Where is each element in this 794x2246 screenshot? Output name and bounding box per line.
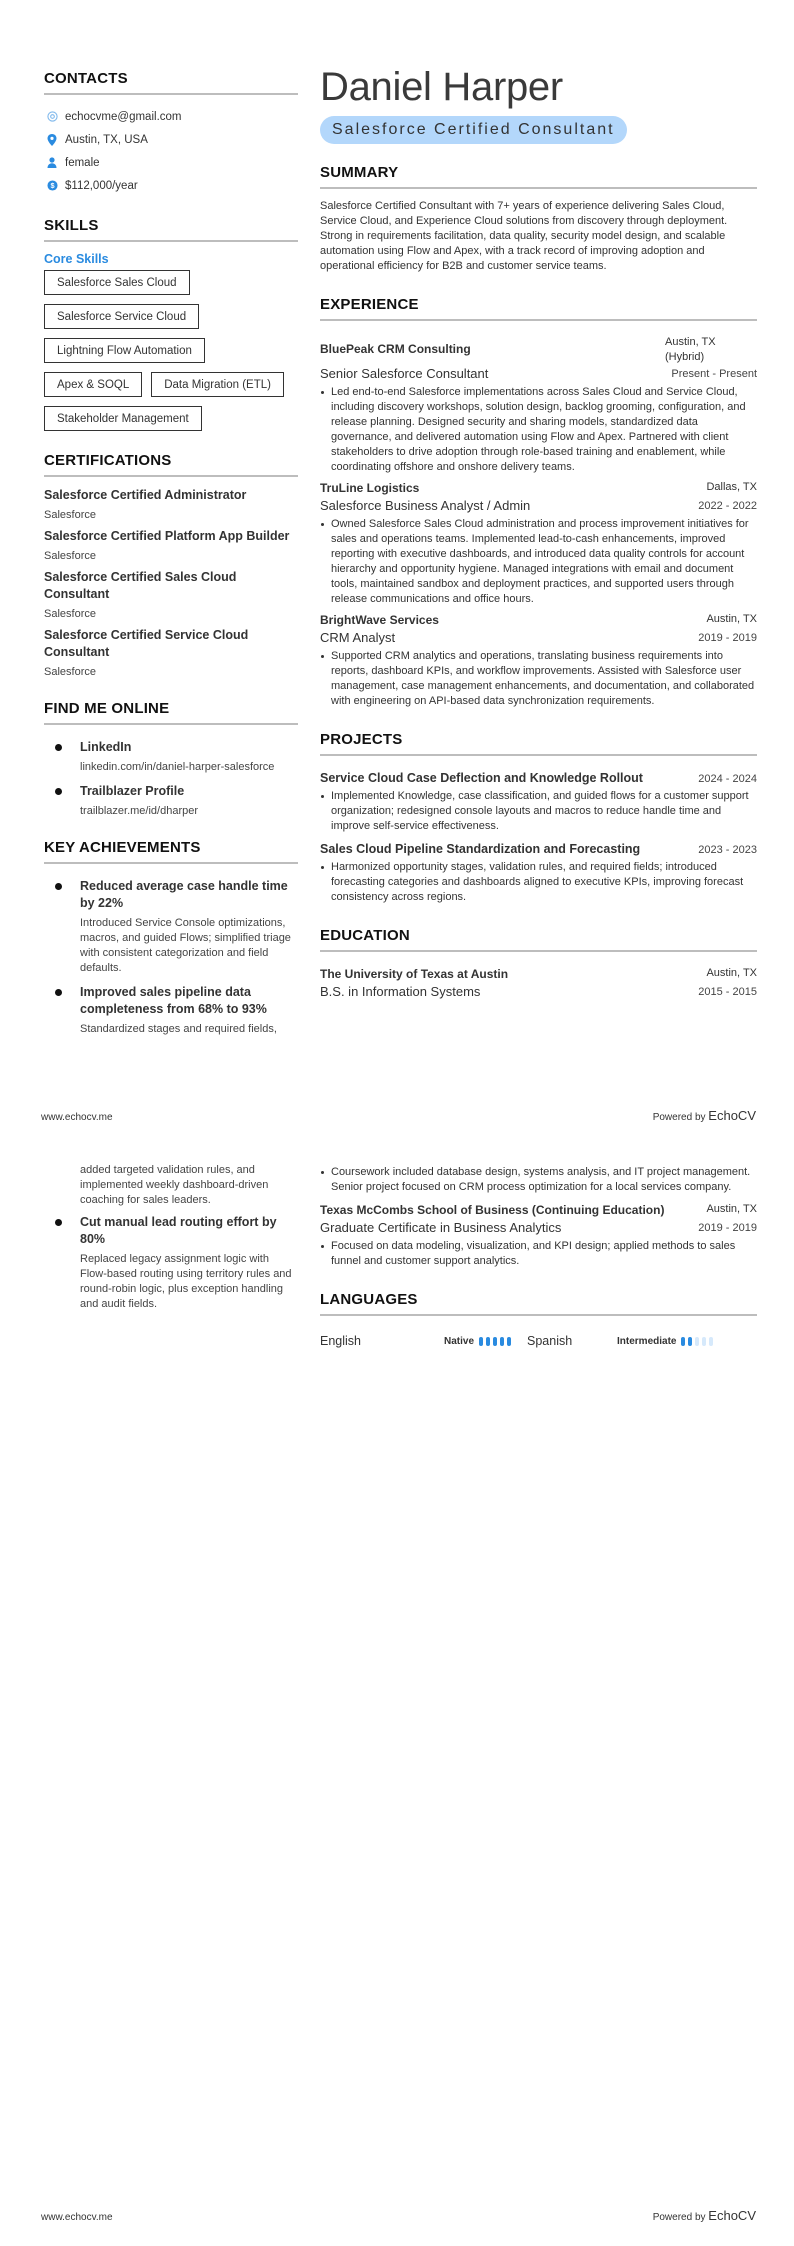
project-title: Sales Cloud Pipeline Standardization and Forecasting [320, 842, 641, 856]
education-dates: 2015 - 2015 [698, 986, 757, 998]
contacts-section [44, 70, 298, 197]
proficiency-dot-filled [507, 1337, 511, 1346]
svg-text:$: $ [49, 180, 55, 190]
cert-name: Salesforce Certified Administrator [44, 488, 247, 502]
dollar-coin-icon [46, 180, 58, 192]
footer-powered [653, 1108, 756, 1123]
project-item [320, 841, 757, 905]
achievement-desc: added targeted validation rules, and implemented weekly dashboard-driven coaching for sales leaders. [80, 1164, 269, 1206]
achievement-title: Improved sales pipeline data completeness from 68% to 93% [80, 985, 267, 1016]
cert-item [44, 528, 298, 564]
achievement-title: Reduced average case handle time by 22% [80, 879, 288, 910]
cert-item [44, 487, 298, 523]
job-location: Dallas, TX [706, 481, 757, 493]
cert-org: Salesforce [44, 666, 96, 678]
skill-tag: Salesforce Service Cloud [44, 304, 199, 329]
achievement-item [44, 984, 298, 1037]
job-dates: 2022 - 2022 [698, 500, 757, 512]
key-achievements-section [44, 839, 298, 1037]
proficiency-dot-empty [709, 1337, 713, 1346]
projects-section [320, 731, 757, 905]
contact-salary [44, 174, 298, 197]
project-title: Service Cloud Case Deflection and Knowledge Rollout [320, 771, 643, 785]
section-title: SKILLS [44, 217, 298, 242]
skill-tag: Stakeholder Management [44, 406, 202, 431]
skill-tag: Lightning Flow Automation [44, 338, 205, 363]
online-link-linkedin[interactable] [44, 739, 298, 775]
achievement-title: Cut manual lead routing effort by 80% [80, 1215, 277, 1246]
proficiency-dot-filled [479, 1337, 483, 1346]
title-badge: Salesforce Certified Consultant [320, 116, 627, 144]
skills-section [44, 217, 298, 431]
section-title: CERTIFICATIONS [44, 452, 298, 477]
language-level: Native [444, 1335, 475, 1347]
language-level: Intermediate [617, 1335, 677, 1347]
proficiency-dot-filled [493, 1337, 497, 1346]
language-name: Spanish [527, 1334, 573, 1348]
cert-item [44, 569, 298, 622]
summary-section [320, 164, 757, 274]
proficiency-dot-filled [500, 1337, 504, 1346]
link-url[interactable]: linkedin.com/in/daniel-harper-salesforce [80, 761, 275, 773]
education-bullets [320, 1239, 757, 1269]
project-bullet: Harmonized opportunity stages, validation rules, and required fields; introduced forecasting categories and dashboards aligned to executive KPIs, improving forecast consistency across regions. [320, 860, 757, 905]
contact-value: $112,000/year [65, 179, 138, 192]
cert-item [44, 627, 298, 680]
experience-item [320, 335, 757, 475]
section-title: LANGUAGES [320, 1291, 757, 1316]
degree: Graduate Certificate in Business Analytics [320, 1220, 562, 1235]
job-bullet: Supported CRM analytics and operations, translating business requirements into reports, dashboard KPIs, and workflow improvements. Assisted with Salesforce user management, case management enhancements, and documentation, and collaborated with engineering on API-based data synchronization requirements. [320, 649, 757, 709]
cert-name: Salesforce Certified Service Cloud Consultant [44, 628, 249, 659]
contact-value: Austin, TX, USA [65, 133, 148, 146]
skills-subtitle: Core Skills [44, 252, 109, 266]
contact-email[interactable] [44, 105, 298, 128]
company-name: TruLine Logistics [320, 481, 420, 495]
cert-org: Salesforce [44, 608, 96, 620]
company-name: BluePeak CRM Consulting [320, 342, 471, 356]
cert-name: Salesforce Certified Sales Cloud Consultant [44, 570, 237, 601]
skill-tag: Salesforce Sales Cloud [44, 270, 190, 295]
job-location: Austin, TX (Hybrid) [665, 336, 716, 363]
find-me-online-section [44, 700, 298, 819]
main-content-continued [320, 1163, 757, 1348]
education-bullets [320, 1165, 757, 1195]
page-footer [41, 1108, 756, 1123]
achievement-desc: Standardized stages and required fields, [80, 1023, 277, 1035]
at-icon [46, 111, 58, 123]
education-bullet: Coursework included database design, systems analysis, and IT project management. Senior project focused on CRM process optimization for a local services company. [320, 1165, 757, 1195]
education-item [320, 1202, 757, 1269]
school-location: Austin, TX [706, 967, 757, 979]
brand-name: EchoCV [708, 1108, 756, 1123]
skill-tag: Apex & SOQL [44, 372, 142, 397]
cert-org: Salesforce [44, 550, 96, 562]
sidebar-continued [44, 1163, 298, 1320]
achievement-desc: Replaced legacy assignment logic with Flow-based routing using territory rules and round-robin logic, plus exception handling and audit fields. [80, 1253, 292, 1310]
language-proficiency-meter [681, 1337, 713, 1346]
languages-section [320, 1291, 757, 1348]
link-label: LinkedIn [80, 740, 132, 754]
resume-page-2 [0, 1123, 794, 2246]
language-proficiency-meter [479, 1337, 511, 1346]
school-location: Austin, TX [706, 1203, 757, 1215]
page-footer [41, 2208, 756, 2223]
footer-powered [653, 2208, 756, 2223]
project-bullets [320, 860, 757, 905]
skill-tag: Data Migration (ETL) [151, 372, 284, 397]
footer-website[interactable]: www.echocv.me [41, 2212, 113, 2223]
cert-org: Salesforce [44, 509, 96, 521]
job-bullets [320, 385, 757, 475]
certifications-section [44, 452, 298, 680]
skill-tag-row [44, 372, 284, 397]
job-bullets [320, 517, 757, 607]
project-item [320, 770, 757, 834]
footer-website[interactable]: www.echocv.me [41, 1112, 113, 1123]
proficiency-dot-filled [681, 1337, 685, 1346]
link-url[interactable]: trailblazer.me/id/dharper [80, 805, 199, 817]
job-bullet: Led end-to-end Salesforce implementations across Sales Cloud and Service Cloud, including discovery workshops, solution design, backlog grooming, configuration, and release planning. Designed security and sharing models, standardized data governance, and delivered automation using Flow and Apex. Partnered with client stakeholders to drive adoption through role-based training and enablement, while coordinating offshore and onshore delivery teams. [320, 385, 757, 475]
contact-gender [44, 151, 298, 174]
proficiency-dot-empty [695, 1337, 699, 1346]
project-bullet: Implemented Knowledge, case classification, and guided flows for a customer support organization; redesigned console layouts and macros to reduce handle time and improve self-service effectiveness. [320, 789, 757, 834]
proficiency-dot-filled [688, 1337, 692, 1346]
degree: B.S. in Information Systems [320, 984, 481, 999]
achievement-item [44, 878, 298, 976]
link-label: Trailblazer Profile [80, 784, 185, 798]
contact-location [44, 128, 298, 151]
job-role: CRM Analyst [320, 630, 396, 645]
education-bullet: Focused on data modeling, visualization, and KPI design; applied methods to sales funnel and customer support analytics. [320, 1239, 757, 1269]
achievement-desc: Introduced Service Console optimizations, macros, and guided Flows; simplified triage with consistent categorization and field defaults. [80, 917, 291, 974]
bullet-dot-icon [55, 1219, 62, 1226]
company-name: BrightWave Services [320, 613, 439, 627]
cert-name: Salesforce Certified Platform App Builder [44, 529, 290, 543]
online-link-trailblazer[interactable] [44, 783, 298, 819]
section-title: PROJECTS [320, 731, 757, 756]
proficiency-dot-empty [702, 1337, 706, 1346]
job-location: Austin, TX [706, 613, 757, 625]
language-name: English [320, 1334, 361, 1348]
section-title: EXPERIENCE [320, 296, 757, 321]
bullet-dot-icon [55, 883, 62, 890]
project-bullets [320, 789, 757, 834]
school-name: Texas McCombs School of Business (Continuing Education) [320, 1203, 665, 1217]
section-title: EDUCATION [320, 927, 757, 952]
education-item [320, 966, 757, 1001]
job-role: Salesforce Business Analyst / Admin [320, 498, 531, 513]
school-name: The University of Texas at Austin [320, 967, 509, 981]
experience-item [320, 480, 757, 607]
education-dates: 2019 - 2019 [698, 1222, 757, 1234]
bullet-dot-icon [55, 989, 62, 996]
contact-value: female [65, 156, 100, 169]
section-title: SUMMARY [320, 164, 757, 189]
bullet-dot-icon [55, 788, 62, 795]
candidate-name: Daniel Harper [320, 65, 563, 109]
section-title: CONTACTS [44, 70, 298, 95]
summary-text: Salesforce Certified Consultant with 7+ years of experience delivering Sales Cloud, Service Cloud, and Experience Cloud solutions from discovery through deployment. Strong in requirements facilitation, data quality, security model design, and scalable automation using Flow and Apex, with a track record of improving adoption and operational efficiency for B2B and customer service teams. [320, 200, 728, 272]
education-section [320, 927, 757, 1001]
languages-row [320, 1334, 757, 1348]
skill-tags [44, 270, 298, 431]
section-title: FIND ME ONLINE [44, 700, 298, 725]
powered-by-label: Powered by [652, 1112, 706, 1123]
job-role: Senior Salesforce Consultant [320, 366, 489, 381]
experience-item [320, 612, 757, 709]
job-bullets [320, 649, 757, 709]
location-pin-icon [46, 134, 58, 146]
contact-value: echocvme@gmail.com [65, 110, 182, 123]
job-dates: 2019 - 2019 [698, 632, 757, 644]
section-title: KEY ACHIEVEMENTS [44, 839, 298, 864]
sidebar [44, 70, 298, 1045]
bullet-dot-icon [55, 744, 62, 751]
powered-by-label: Powered by [652, 2212, 706, 2223]
main-content [320, 64, 757, 1001]
person-icon [46, 157, 58, 169]
experience-section [320, 296, 757, 709]
job-bullet: Owned Salesforce Sales Cloud administration and process improvement initiatives for sales and operations teams. Implemented lead-to-cash enhancements, improved reporting with executive dashboards, and introduced data quality controls for account hierarchy and opportunity hygiene. Managed integrations with email and document tools, maintained sandbox and deployment practices, and supported users through release communications and office hours. [320, 517, 757, 607]
project-dates: 2024 - 2024 [698, 773, 757, 785]
proficiency-dot-filled [486, 1337, 490, 1346]
project-dates: 2023 - 2023 [698, 844, 757, 856]
job-dates: Present - Present [671, 368, 757, 380]
brand-name: EchoCV [708, 2208, 756, 2223]
achievement-item [44, 1214, 298, 1312]
achievement-item-continued [44, 1163, 298, 1208]
